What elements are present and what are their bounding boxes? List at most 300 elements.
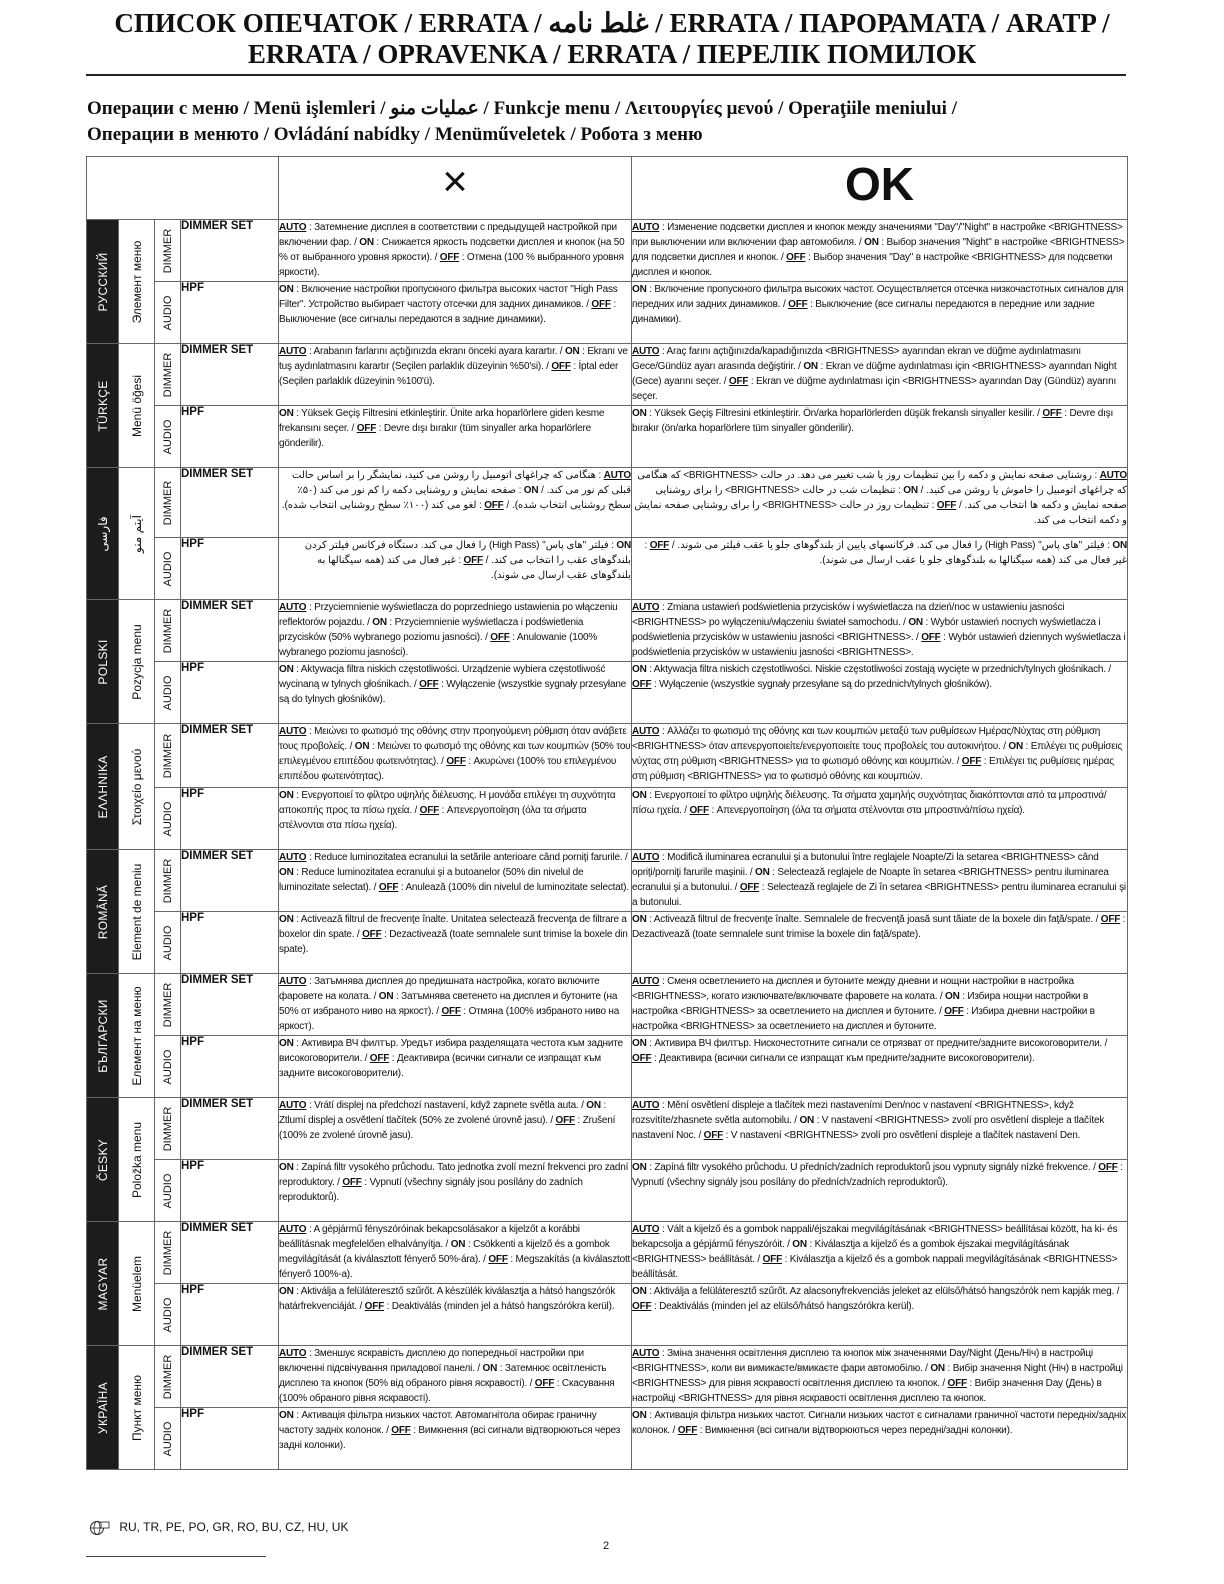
option-keyword: OFF [463,555,483,566]
group-label-audio-text: AUDIO [161,801,174,836]
option-text: : Вимкнення (всі сигнали відтворюються через передні/задні колонки). [697,1425,1013,1436]
group-label-audio-text: AUDIO [161,1049,174,1084]
audio-row [87,662,1128,724]
audio-row [87,788,1128,850]
description-cell [279,344,632,406]
group-label-dimmer-text: DIMMER [161,1354,174,1399]
option-keyword: OFF [591,299,611,310]
group-label-dimmer [155,344,181,406]
description-cell [632,406,1128,468]
option-keyword: AUTO [632,346,660,357]
description-cell [279,1160,632,1222]
description-cell [279,1036,632,1098]
menu-item-label [119,974,155,1098]
option-text: : Zapíná filtr vysokého průchodu. Tato jednotka zvolí mezní frekvenci pro zadní reproduktory. / [279,1162,629,1188]
function-name: HPF [181,1160,279,1222]
option-keyword: OFF [677,1425,698,1436]
option-text: : Включение настройки пропускного фильтра высоких частот "High Pass Filter". Устройство выбирает частоту отсечки для задних динамиков. / [279,284,618,310]
language-label-text: MAGYAR [95,1257,110,1310]
menu-item-label-text: آیتم منو [129,514,144,553]
option-keyword: ON [372,617,387,628]
menu-item-label-text: Στοιχείο μενού [129,748,144,825]
menu-item-label [119,1346,155,1470]
option-text: : Devre dışı bırakır (ön/arka hoparlörlere tüm sinyaller gönderilir). [632,408,1114,434]
function-name: DIMMER SET [181,468,279,538]
option-keyword: ON [279,284,294,295]
option-keyword: ON [279,408,294,419]
option-text: : Вимкнення (всі сигнали відтворюються через задні колонки). [279,1425,621,1451]
option-text: : Wybór ustawień dziennych wyświetlacza i podświetlenia przycisków w ustawieniu jasności <BRIGHTNESS>. [632,632,1126,658]
option-text: : Избира нощни настройки в настройка <BRIGHTNESS> за осветлението на дисплея и бутоните. / [632,991,1089,1017]
description-cell [632,1222,1128,1284]
function-name: DIMMER SET [181,220,279,282]
option-text: : Ενεργοποιεί το φίλτρο υψηλής διέλευσης. Η μονάδα επιλέγει τη συχνότητα αποκοπής προς τα πίσω ηχεία. / [279,790,616,816]
description-cell [632,468,1128,538]
language-label-text: TÜRKÇE [95,379,110,432]
option-keyword: OFF [490,632,510,643]
option-text: : Wyłączenie (wszystkie sygnały przesyłane są do tylnych głośników). [279,679,627,705]
option-text: : لغو می کند (۱۰۰٪ سطح روشنایی انتخاب شده). [281,500,485,511]
option-text: : تنظیمات شب در حالت <BRIGHTNESS> را برای روشنایی صفحه نمایش و دکمه ها انتخاب می کند. / [655,485,1127,511]
option-keyword: OFF [369,1053,390,1064]
group-label-dimmer [155,468,181,538]
option-text: : Aktiválja a felüláteresztő szűrőt. Az alacsonyfrekvenciás jeleket az elülső/hátsó hangszórók nem kapják meg. / [646,1286,1120,1297]
option-text: : Выключение (все сигналы передаются в задние динамики). [279,299,616,325]
group-label-audio-text: AUDIO [161,551,174,586]
description-cell [279,662,632,724]
menu-item-label-text: Menü öğesi [129,374,144,437]
option-text: : Deaktiválás (minden jel a hátsó hangszórókra kerül). [384,1301,615,1312]
audio-row [87,282,1128,344]
function-name: DIMMER SET [181,344,279,406]
option-keyword: OFF [1100,914,1121,925]
option-keyword: ON [279,867,294,878]
option-text: : Yüksek Geçiş Filtresini etkinleştirir. Ünite arka hoparlörlere giden kesme frekansını seçer. / [279,408,605,434]
description-cell [632,282,1128,344]
language-label [87,724,119,850]
section-heading-line-1: Операции с меню / Menü işlemleri / عملیات منو / Funkcje menu / Λειτουργίες μενού / Operaţiile meniului / [87,98,957,119]
group-label-audio [155,1408,181,1470]
option-text: : Dezactivează (toate semnalele sunt trimise la boxele din spate). [279,929,628,955]
description-cell [279,282,632,344]
option-keyword: AUTO [632,976,660,987]
option-keyword: OFF [632,1053,652,1064]
option-text: : Ακυρώνει (100% του επιλεγμένου επιπέδου φωτεινότητας). [279,756,617,782]
option-text: : Επιλέγει τις ρυθμίσεις ημέρας στη ρύθμιση <BRIGHTNESS> για το φωτισμό οθόνης και κουμπιών. [632,756,1114,782]
option-keyword: OFF [632,679,652,690]
option-text: : روشنایی صفحه نمایش و دکمه را بین تنظیمات روز یا شب تغییر می دهد. در حالت <BRIGHTNESS> که هنگامی که چراغهای اتومبیل را خاموش یا روشن می کنید. / [637,470,1127,496]
description-cell [632,344,1128,406]
option-keyword: OFF [362,929,382,940]
option-text: : Modifică iluminarea ecranului şi a butonului între reglajele Noapte/Zi la setarea <BRIGHTNESS> când opriţi/porniţi farurile maşinii. / [632,852,1099,878]
option-text: : فیلتر "های پاس" (High Pass) را فعال می کند. فرکانسهای پایین از بلندگوهای جلو یا عقب فیلتر می شوند. / [669,540,1113,551]
language-label-text: فارسی [95,515,110,552]
option-keyword: AUTO [279,726,307,737]
option-text: : Деактивира (всички сигнали се изпращат към предните/задните високоговорители). [651,1053,1035,1064]
option-keyword: OFF [551,361,571,372]
group-label-audio [155,1284,181,1346]
option-keyword: ON [632,408,647,419]
option-keyword: AUTO [279,602,307,613]
option-text: : Изменение подсветки дисплея и кнопок между значениями "Day"/"Night" в настройке <BRIGHTNESS> при выключении или включении фар автомобиля. / [632,222,1123,248]
option-text: : Selectează reglajele de Noapte în setarea <BRIGHTNESS> pentru iluminarea ecranului şi a butonului. / [632,867,1109,893]
option-text: : Отмяна (100% избраното ниво на яркост). [279,1006,620,1032]
option-keyword: OFF [441,1006,461,1017]
language-label [87,1222,119,1346]
option-text: : Затемнює освітленість дисплею та кнопок (50% від обраного рівня яскравості). / [279,1363,607,1389]
description-cell [279,974,632,1036]
option-text: : Активира ВЧ филтър. Нискочестотните сигнали се отрязват от предните/задните високоговорители. / [646,1038,1108,1049]
option-text: : Csökkenti a kijelző és a gombok megvilágítását (a kiválasztott fényerő 50%-ára). / [279,1239,610,1265]
option-keyword: AUTO [632,852,660,863]
audio-row [87,1408,1128,1470]
option-keyword: OFF [739,882,760,893]
option-text: : Araç farını açtığınızda/kapadığınızda <BRIGHTNESS> ayarından ekran ve düğme aydınlatmasını Gece/Gündüz ayarı arasında değiştirir. / [632,346,1081,372]
option-text: : Активира ВЧ филтър. Уредът избира разделящата честота към задните високоговорители. / [279,1038,623,1064]
option-text: : Деактивира (всички сигнали се изпращат към задните високоговорители). [279,1053,601,1079]
option-text: : Зменшує яскравість дисплею до попередньої настройки при включенні підсвічування приладової панелі. / [279,1348,584,1374]
group-label-dimmer [155,1222,181,1284]
language-label [87,600,119,724]
wrong-column-header: × [279,157,632,220]
option-text: : Отмена (100 % выбранного уровня яркости). [279,252,624,278]
option-keyword: ON [908,617,923,628]
option-keyword: ON [792,1239,807,1250]
option-text: : Anulează (100% din nivelul de luminozitate selectat). [398,882,629,893]
option-keyword: OFF [378,882,399,893]
option-text: : Απενεργοποίηση (όλα τα σήματα στέλνονται στα πίσω ηχεία). [279,805,587,831]
option-keyword: ON [632,1286,647,1297]
language-label-text: РУССКИЙ [95,251,110,312]
audio-row [87,912,1128,974]
menu-item-label [119,344,155,468]
option-keyword: OFF [342,1177,362,1188]
description-cell [279,406,632,468]
option-text: : Ztlumí displej a osvětlení tlačítek (50% ze zvolené úrovně jasu). / [279,1100,607,1126]
footer-languages [88,1520,348,1536]
option-keyword: ON [930,1363,945,1374]
description-cell [279,850,632,912]
option-keyword: ON [632,1410,647,1421]
group-label-audio [155,1160,181,1222]
option-text: : Zapíná filtr vysokého průchodu. U předních/zadních reproduktorů jsou vypnuty signály nízké frekvence. / [646,1162,1099,1173]
option-text: : Deaktiválás (minden jel az elülső/hátsó hangszórókra kerül). [651,1301,914,1312]
group-label-dimmer [155,850,181,912]
option-keyword: ON [632,790,647,801]
option-text: : Включение пропускного фильтра высоких частот. Осуществляется отсечка низкочастотных сигналов для передних или задних динамиков. / [632,284,1124,310]
language-label-text: БЪЛГАРСКИ [95,998,110,1073]
option-keyword: ON [586,1100,601,1111]
option-text: : V nastavení <BRIGHTNESS> zvolí pro osvětlení displeje a tlačítek nastavení Den. [723,1130,1081,1141]
group-label-dimmer-text: DIMMER [161,858,174,903]
option-keyword: ON [354,741,370,752]
option-text: : Активація фільтра низьких частот. Автомагнітола обирає граничну частоту задніх колонок. / [279,1410,597,1436]
option-keyword: OFF [419,805,440,816]
group-label-audio-text: AUDIO [161,419,174,454]
option-text: : غیر فعال می کند (همه سیگنالها به بلندگوهای عقب ارسال می شوند). [317,555,631,581]
option-keyword: AUTO [279,1100,307,1111]
option-text: : Arabanın farlarını açtığınızda ekranı önceki ayara karartır. / [306,346,565,357]
description-cell [632,1408,1128,1470]
description-cell [279,1098,632,1160]
group-label-dimmer [155,724,181,788]
language-label-text: ČESKY [95,1138,110,1181]
option-text: : V nastavení <BRIGHTNESS> zvolí pro osvětlení displeje a tlačítek nastavení Noc. / [632,1115,1105,1141]
description-cell [279,788,632,850]
option-text: : Vypnutí (všechny signály jsou posílány do předních/zadních reproduktorů). [632,1162,1123,1188]
option-text: : A gépjármű fényszóróinak bekapcsolásakor a kijelzőt a korábbi beállításnak megfelelően elhalványítja. / [279,1224,580,1250]
option-keyword: ON [279,914,294,925]
group-label-dimmer-text: DIMMER [161,228,174,273]
menu-item-label [119,850,155,974]
description-cell [632,788,1128,850]
audio-row [87,1284,1128,1346]
option-keyword: ON [279,790,294,801]
description-cell [279,600,632,662]
option-keyword: OFF [364,1301,385,1312]
correct-column-header: OK [632,157,1128,220]
language-label [87,974,119,1098]
menu-item-label-text: Položka menu [129,1121,144,1198]
audio-row [87,1036,1128,1098]
option-text: : Zmiana ustawień podświetlenia przycisków i wyświetlacza na dzień/noc w ustawieniu jasności <BRIGHTNESS> po wyłączeniu/włączeniu świateł samochodu. / [632,602,1065,628]
function-name: DIMMER SET [181,1098,279,1160]
menu-item-label [119,724,155,850]
group-label-dimmer [155,220,181,282]
function-name: HPF [181,788,279,850]
group-label-dimmer-text: DIMMER [161,733,174,778]
option-keyword: ON [523,485,539,496]
language-globe-icon [88,1520,110,1536]
function-name: HPF [181,662,279,724]
option-text: : Przyciemnienie wyświetlacza do poprzedniego ustawienia po włączeniu reflektorów pojazdu. / [279,602,618,628]
option-text: : Затъмнява дисплея до предишната настройка, когато включите фаровете на колата. / [279,976,600,1002]
group-label-audio [155,788,181,850]
footer-rule [86,1556,266,1557]
option-keyword: ON [279,1286,294,1297]
group-label-audio-text: AUDIO [161,925,174,960]
option-text: : İptal eder (Seçilen parlaklık düzeyinin %100'ü). [279,361,619,387]
option-keyword: ON [616,540,631,551]
language-label [87,344,119,468]
group-label-dimmer [155,600,181,662]
group-label-audio-text: AUDIO [161,1297,174,1332]
function-name: HPF [181,1408,279,1470]
option-text: : Vált a kijelző és a gombok nappali/éjszakai megvilágításának <BRIGHTNESS> beállításai között, ha ki- és bekapcsolja a gépjármű fényszóróit. / [632,1224,1118,1250]
group-label-audio [155,282,181,344]
option-keyword: AUTO [632,222,660,233]
audio-row [87,1160,1128,1222]
language-label [87,850,119,974]
option-keyword: ON [755,867,770,878]
option-keyword: ON [1112,540,1127,551]
group-label-audio [155,912,181,974]
option-keyword: OFF [356,423,377,434]
group-label-dimmer [155,974,181,1036]
option-text: : Przyciemnienie wyświetlacza i podświetlenia przycisków (50% wybranego poziomu jasności). / [279,617,584,643]
option-keyword: ON [359,237,374,248]
description-cell [632,1284,1128,1346]
option-text: : Зміна значення освітлення дисплею та кнопок між значеннями Day/Night (День/Ніч) в настройці <BRIGHTNESS>, коли ви вимикаєте/вмикаєте фари автомобілю. / [632,1348,1093,1374]
description-cell [632,662,1128,724]
option-keyword: OFF [921,632,941,643]
description-cell [632,974,1128,1036]
option-text: : Αλλάζει το φωτισμό της οθόνης και των κουμπιών μεταξύ των ρυθμίσεων Ημέρας/Νύχτας στη ρύθμιση <BRIGHTNESS> όταν απενεργοποιείτε/ενεργοποιείτε τους προβολείς του αυτοκινήτου. / [632,726,1101,752]
menu-item-label [119,468,155,600]
option-keyword: ON [378,991,394,1002]
group-label-dimmer-text: DIMMER [161,608,174,653]
option-keyword: AUTO [1099,470,1127,481]
audio-row [87,538,1128,600]
option-keyword: ON [450,1239,466,1250]
page-number: 2 [603,1540,610,1552]
option-keyword: OFF [689,805,709,816]
option-keyword: OFF [788,299,808,310]
option-text: : Выключение (все сигналы передаются в передние или задние динамики). [632,299,1095,325]
option-text: : Selectează reglajele de Zi în setarea <BRIGHTNESS> pentru iluminarea ecranului şi a butonului. [632,882,1126,908]
option-keyword: AUTO [279,1224,307,1235]
option-keyword: OFF [944,1006,964,1017]
description-cell [279,1346,632,1408]
option-keyword: OFF [419,679,439,690]
description-cell [632,220,1128,282]
option-keyword: AUTO [279,346,307,357]
option-text: : فیلتر "های پاس" (High Pass) را فعال می کند. دستگاه فرکانس فیلتر کردن بلندگوهای عقب را انتخاب می کند. / [304,540,631,566]
description-cell [632,1160,1128,1222]
function-name: DIMMER SET [181,600,279,662]
option-text: : Ekranı ve tuş aydınlatmasını karartır (Seçilen parlaklık düzeyinin %50'si). / [279,346,628,372]
option-text: : Затъмнява светенето на дисплея и бутоните (на 50% от избраното ниво на яркост). / [279,991,618,1017]
description-cell [632,1346,1128,1408]
option-keyword: ON [279,1162,294,1173]
menu-item-label-text: Элемент меню [129,240,144,323]
option-keyword: OFF [936,500,957,511]
option-text: : Избира дневни настройки в настройка <BRIGHTNESS> за осветлението на дисплея и бутоните. [632,1006,1095,1032]
option-text: : Μειώνει το φωτισμό της οθόνης και των κουμπιών (50% του επιλεγμένου επιπέδου φωτεινότητας). / [279,741,631,767]
audio-row [87,406,1128,468]
group-label-audio-text: AUDIO [161,295,174,330]
menu-item-label [119,1222,155,1346]
function-name: DIMMER SET [181,850,279,912]
dimmer-row [87,344,1128,406]
language-label-text: ROMÂNĂ [95,884,110,939]
option-keyword: OFF [1098,1162,1118,1173]
option-text: : Απενεργοποίηση (όλα τα σήματα στέλνονται στα μπροστινά/πίσω ηχεία). [708,805,1025,816]
option-keyword: ON [1008,741,1023,752]
option-text: : Ekran ve düğme aydınlatması için <BRIGHTNESS> ayarından Day (Gündüz) ayarını seçer. [632,376,1117,402]
group-label-dimmer-text: DIMMER [161,480,174,525]
option-keyword: ON [799,1115,815,1126]
description-cell [632,600,1128,662]
option-text: : Скасування (100% обраного рівня яскравості). [279,1378,615,1404]
option-keyword: ON [279,1038,294,1049]
footer-language-codes: RU, TR, PE, PO, GR, RO, BU, CZ, HU, UK [119,1520,349,1535]
option-text: : Devre dışı bırakır (tüm sinyaller arka hoparlörlere gönderilir). [279,423,591,449]
function-name: HPF [181,1036,279,1098]
option-text: : Ενεργοποιεί το φίλτρο υψηλής διέλευσης. Τα σήματα χαμηλής συχνότητας διακόπτονται από τα μπροστινά/πίσω ηχεία. / [632,790,1107,816]
description-cell [632,538,1128,600]
option-text: : Megszakítás (a kiválasztott fényerő 100%-a). [279,1254,631,1280]
dimmer-row [87,1346,1128,1408]
description-cell [279,724,632,788]
group-label-audio [155,406,181,468]
option-text: : Aktywacja filtra niskich częstotliwości. Niskie częstotliwości zostają wycięte w przednich/tylnych głośnikach. / [646,664,1112,675]
group-label-audio-text: AUDIO [161,1421,174,1456]
menu-item-label [119,1098,155,1222]
function-name: DIMMER SET [181,974,279,1036]
description-cell [632,850,1128,912]
option-keyword: AUTO [632,726,660,737]
option-keyword: OFF [632,1301,652,1312]
option-text: : Μειώνει το φωτισμό της οθόνης στην προηγούμενη ρύθμιση όταν ανάβετε τους προβολείς. / [279,726,627,752]
option-text: : غیر فعال می کند (همه سیگنالها به بلندگوهای جلو یا عقب ارسال می شوند). [644,540,1127,566]
header-spacer [87,157,279,220]
option-text: : Aktywacja filtra niskich częstotliwości. Urządzenie wybiera częstotliwość wycinaną w tylnych głośnikach. / [279,664,606,690]
option-text: : تنظیمات روز در حالت <BRIGHTNESS> را برای روشنایی صفحه نمایش و دکمه انتخاب می کند. [634,500,1127,526]
option-keyword: ON [632,1162,647,1173]
option-keyword: OFF [961,756,982,767]
option-keyword: AUTO [632,1348,660,1359]
option-keyword: AUTO [279,976,307,987]
group-label-dimmer [155,1098,181,1160]
option-text: : Затемнение дисплея в соответствии с предыдущей настройкой при включении фар. / [279,222,617,248]
option-keyword: AUTO [632,1224,660,1235]
dimmer-row [87,1222,1128,1284]
group-label-dimmer-text: DIMMER [161,352,174,397]
menu-item-label-text: Element de meniu [129,863,144,960]
description-cell [279,468,632,538]
function-name: HPF [181,1284,279,1346]
option-keyword: ON [945,991,960,1002]
option-keyword: AUTO [279,1348,307,1359]
option-keyword: OFF [1042,408,1062,419]
option-text: : Выбор значения "Night" в настройке <BRIGHTNESS> для подсветки дисплея и кнопок. / [632,237,1125,263]
option-keyword: AUTO [632,1100,660,1111]
group-label-dimmer-text: DIMMER [161,1106,174,1151]
group-label-audio [155,1036,181,1098]
description-cell [279,220,632,282]
title-divider [86,74,1126,76]
option-text: : Снижается яркость подсветки дисплея и кнопок (на 50 % от выбранного уровня яркости). / [279,237,625,263]
option-keyword: OFF [728,376,749,387]
function-name: DIMMER SET [181,724,279,788]
group-label-audio [155,662,181,724]
description-cell [632,912,1128,974]
option-keyword: AUTO [632,602,660,613]
option-keyword: OFF [534,1378,555,1389]
option-keyword: ON [632,914,647,925]
group-label-audio-text: AUDIO [161,1173,174,1208]
option-keyword: OFF [555,1115,575,1126]
section-heading [87,96,1137,148]
language-label [87,468,119,600]
dimmer-row [87,1098,1128,1160]
option-text: : Dezactivează (toate semnalele sunt trimise la boxele din faţă/spate). [632,914,1126,940]
language-label-text: ΕΛΛΗΝΙΚΑ [95,754,110,819]
language-label-text: УКРАЇНА [95,1381,110,1434]
option-text: : Выбор значения "Day" в настройке <BRIGHTNESS> для подсветки дисплея и кнопок. [632,252,1113,278]
function-name: DIMMER SET [181,1346,279,1408]
option-keyword: ON [864,237,879,248]
page-title [0,8,1224,70]
errata-table [86,156,1128,1470]
function-name: HPF [181,282,279,344]
option-keyword: ON [564,346,580,357]
option-text: : هنگامی که چراغهای اتومبیل را روشن می کنید، نمایشگر را بر اساس حالت قبلی کم نور می کند. / [292,470,631,496]
option-keyword: AUTO [279,222,307,233]
menu-item-label-text: Menüelem [129,1255,144,1312]
description-cell [279,538,632,600]
